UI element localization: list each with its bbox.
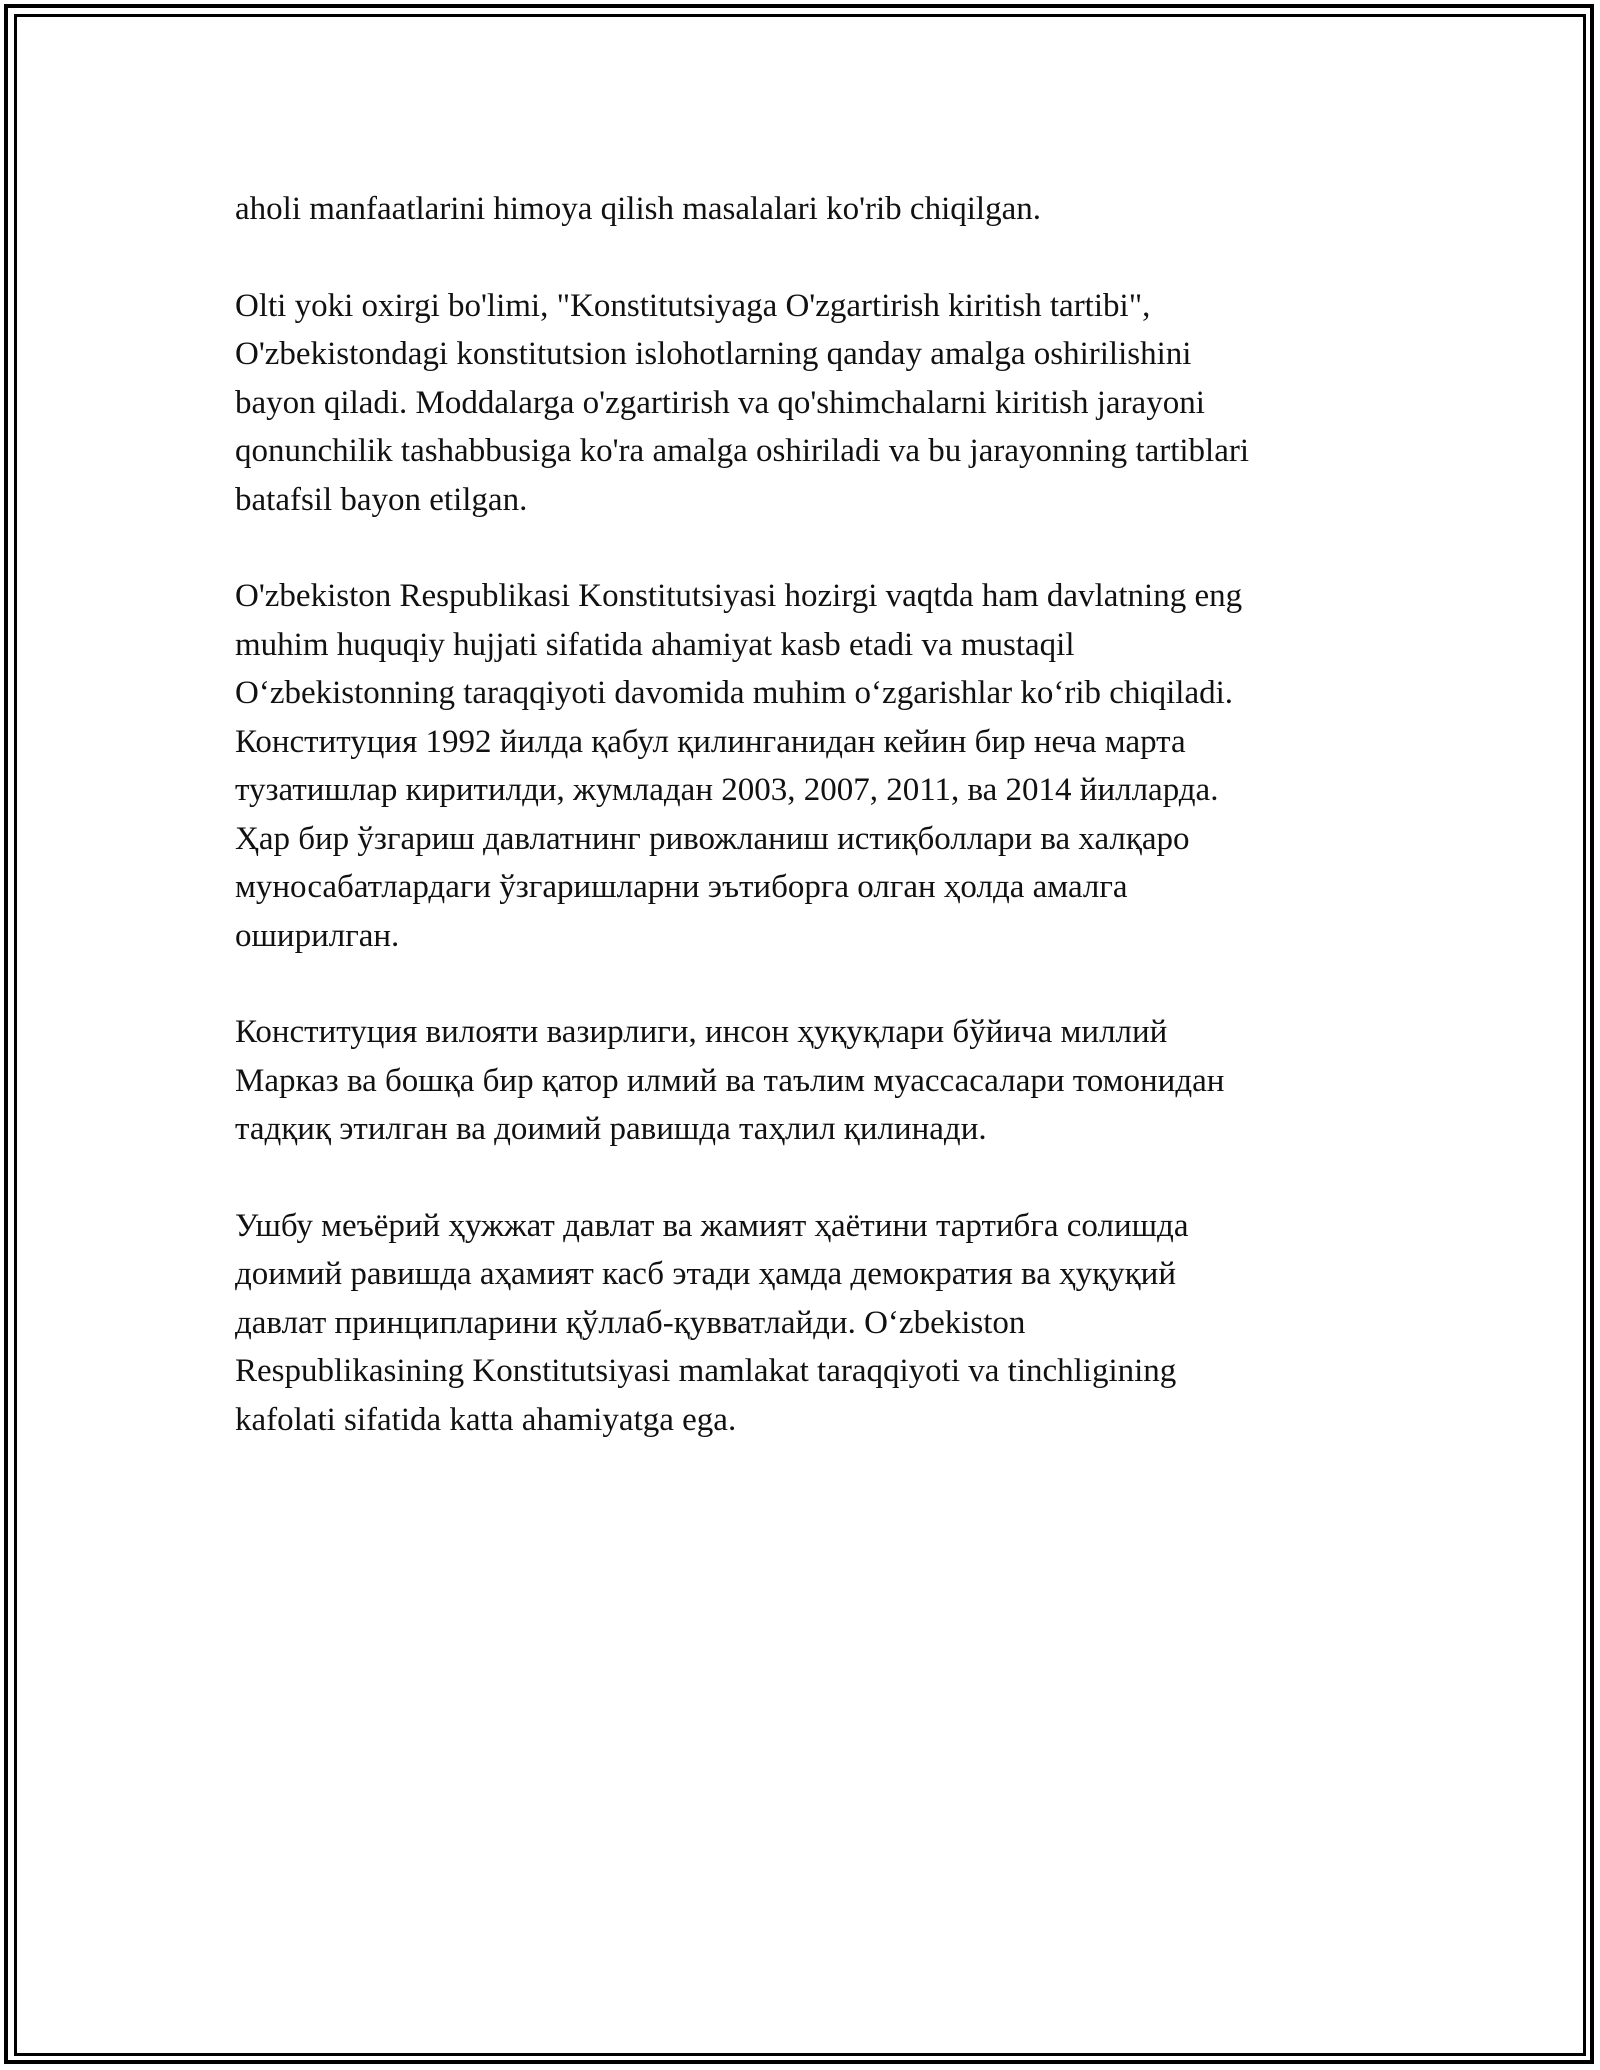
text-line: Ушбу меъёрий ҳужжат давлат ва жамият ҳаётини тартибга солишда [235, 1207, 1189, 1244]
paragraph-1 [235, 185, 1385, 234]
text-line: kafolati sifatida katta ahamiyatga ega. [235, 1401, 737, 1438]
text-line: aholi manfaatlarini himoya qilish masalalari ko'rib chiqilgan. [235, 191, 1041, 227]
text-line: тузатишлар киритилди, жумладан 2003, 2007, 2011, ва 2014 йилларда. [235, 772, 1219, 808]
paragraph-5 [235, 1202, 1385, 1445]
text-line: Конституция 1992 йилда қабул қилинганидан кейин бир неча марта [235, 723, 1186, 760]
paragraph-3 [235, 572, 1385, 960]
paragraph-2 [235, 282, 1385, 525]
text-line: Конституция вилояти вазирлиги, инсон ҳуқуқлари бўйича миллий [235, 1014, 1168, 1050]
text-line: доимий равишда аҳамият касб этади ҳамда демократия ва ҳуқуқий [235, 1256, 1176, 1292]
text-line: O'zbekiston Respublikasi Konstitutsiyasi hozirgi vaqtda ham davlatning eng [235, 578, 1243, 614]
text-line: Olti yoki oxirgi bo'limi, "Konstitutsiyaga O'zgartirish kiritish tartibi", [235, 287, 1151, 324]
text-line: O‘zbekistonning taraqqiyoti davomida muhim o‘zgarishlar ko‘rib chiqiladi. [235, 675, 1234, 711]
text-line: Respublikasining Konstitutsiyasi mamlakat taraqqiyoti va tinchligining [235, 1353, 1177, 1389]
text-line: давлат принципларини қўллаб-қувватлайди. O‘zbekiston [235, 1304, 1026, 1341]
document-body [235, 185, 1385, 1492]
text-line: тадқиқ этилган ва доимий равишда таҳлил қилинади. [235, 1111, 987, 1147]
text-line: muhim huquqiy hujjati sifatida ahamiyat kasb etadi va mustaqil [235, 626, 1075, 663]
text-line: оширилган. [235, 917, 400, 954]
paragraph-4 [235, 1008, 1385, 1154]
text-line: O'zbekistondagi konstitutsion islohotlarning qanday amalga oshirilishini [235, 336, 1192, 372]
text-line: bayon qiladi. Moddalarga o'zgartirish va qo'shimchalarni kiritish jarayoni [235, 384, 1205, 421]
text-line: batafsil bayon etilgan. [235, 481, 528, 518]
text-line: Марказ ва бошқа бир қатор илмий ва таълим муассасалари томонидан [235, 1062, 1225, 1099]
text-line: муносабатлардаги ўзгаришларни эътиборга олган ҳолда амалга [235, 869, 1128, 905]
text-line: qonunchilik tashabbusiga ko'ra amalga oshiriladi va bu jarayonning tartiblari [235, 433, 1250, 469]
text-line: Ҳар бир ўзгариш давлатнинг ривожланиш истиқболлари ва халқаро [235, 820, 1190, 857]
